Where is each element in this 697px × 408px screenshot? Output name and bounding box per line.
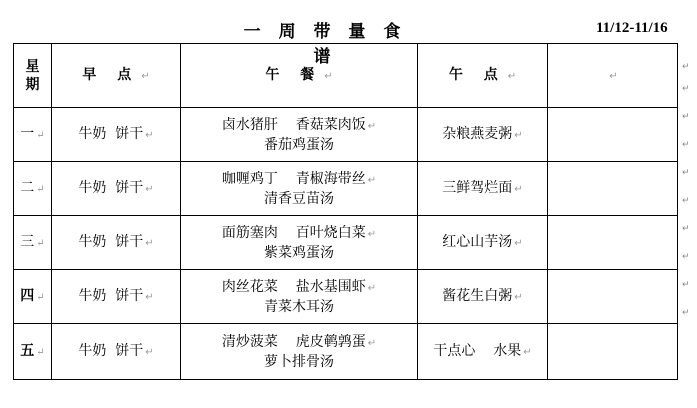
day-cell <box>14 324 52 380</box>
table-row <box>14 108 678 162</box>
breakfast-cell <box>52 162 181 216</box>
paragraph-mark: ↵ <box>367 174 377 186</box>
paragraph-mark: ↵ <box>682 280 690 290</box>
paragraph-mark: ↵ <box>36 237 45 249</box>
paragraph-mark: ↵ <box>682 308 690 318</box>
breakfast-cell <box>52 108 181 162</box>
paragraph-mark: ↵ <box>682 196 690 206</box>
paragraph-mark: ↵ <box>507 70 517 82</box>
extra-cell <box>548 216 678 270</box>
paragraph-mark: ↵ <box>145 237 154 249</box>
breakfast-text: 牛奶 饼干 <box>78 287 144 304</box>
paragraph-mark: ↵ <box>682 112 690 122</box>
table-row <box>14 216 678 270</box>
header-snack <box>418 44 548 108</box>
paragraph-mark: ↵ <box>145 346 154 358</box>
header-day-line2: 期 <box>25 76 40 93</box>
snack-text: 干点心 水果 <box>433 342 522 359</box>
breakfast-cell <box>52 324 181 380</box>
extra-cell <box>548 324 678 380</box>
header-day-line1: 星 <box>25 58 40 75</box>
paragraph-mark: ↵ <box>523 346 532 358</box>
header-lunch <box>181 44 418 108</box>
lunch-line1: 咖喱鸡丁 青椒海带丝 <box>221 170 366 187</box>
paragraph-mark: ↵ <box>682 84 690 94</box>
paragraph-mark: ↵ <box>682 252 690 262</box>
paragraph-mark: ↵ <box>367 120 377 132</box>
day-cell <box>14 162 52 216</box>
weekly-menu-table <box>13 43 678 380</box>
date-range: 11/12-11/16 <box>596 20 668 36</box>
header-extra <box>548 44 678 108</box>
day-label: 三 <box>20 233 35 250</box>
snack-text: 三鲜驾烂面 <box>442 179 513 196</box>
paragraph-mark: ↵ <box>367 228 377 240</box>
lunch-cell <box>181 162 418 216</box>
paragraph-mark: ↵ <box>682 224 690 234</box>
header-breakfast-label: 早 点 <box>82 66 140 83</box>
lunch-cell <box>181 270 418 324</box>
snack-cell <box>418 270 548 324</box>
header-snack-label: 午 点 <box>448 66 506 83</box>
header-row <box>14 44 678 108</box>
paragraph-mark: ↵ <box>36 346 45 358</box>
extra-cell <box>548 162 678 216</box>
breakfast-text: 牛奶 饼干 <box>78 233 144 250</box>
paragraph-mark: ↵ <box>367 282 377 294</box>
day-label: 四 <box>20 287 35 304</box>
paragraph-mark: ↵ <box>514 183 523 195</box>
paragraph-mark: ↵ <box>682 168 690 178</box>
snack-cell <box>418 216 548 270</box>
lunch-line2: 清香豆苗汤 <box>264 190 334 207</box>
lunch-cell <box>181 108 418 162</box>
paragraph-mark: ↵ <box>36 129 45 141</box>
day-label: 二 <box>20 179 35 196</box>
lunch-line2: 紫菜鸡蛋汤 <box>264 244 334 261</box>
paragraph-mark: ↵ <box>609 70 618 82</box>
snack-text: 红心山芋汤 <box>442 233 513 250</box>
breakfast-cell <box>52 216 181 270</box>
lunch-cell <box>181 216 418 270</box>
day-label: 一 <box>20 125 35 142</box>
lunch-line1: 肉丝花菜 盐水基围虾 <box>221 278 366 295</box>
header-breakfast <box>52 44 181 108</box>
table-row <box>14 270 678 324</box>
snack-text: 酱花生白粥 <box>442 287 513 304</box>
paragraph-mark: ↵ <box>682 140 690 150</box>
snack-cell <box>418 324 548 380</box>
breakfast-text: 牛奶 饼干 <box>78 179 144 196</box>
lunch-line1: 卤水猪肝 香菇菜肉饭 <box>221 116 366 133</box>
lunch-line2: 萝卜排骨汤 <box>264 353 334 370</box>
paragraph-mark: ↵ <box>514 291 523 303</box>
paragraph-mark: ↵ <box>145 291 154 303</box>
table-row <box>14 324 678 380</box>
header-lunch-label: 午 餐 <box>265 66 323 83</box>
snack-cell <box>418 162 548 216</box>
snack-text: 杂粮燕麦粥 <box>442 125 513 142</box>
paragraph-mark: ↵ <box>367 337 377 349</box>
day-cell <box>14 270 52 324</box>
paragraph-mark: ↵ <box>36 183 45 195</box>
day-label: 五 <box>20 342 35 359</box>
page-title: 一 周 带 量 食 谱 <box>243 22 407 67</box>
lunch-line1: 面筋塞肉 百叶烧白菜 <box>221 224 366 241</box>
lunch-line2: 番茄鸡蛋汤 <box>264 136 334 153</box>
paragraph-mark: ↵ <box>324 70 333 82</box>
extra-cell <box>548 108 678 162</box>
paragraph-mark: ↵ <box>514 237 523 249</box>
paragraph-mark: ↵ <box>36 291 45 303</box>
breakfast-cell <box>52 270 181 324</box>
end-of-row-marks <box>682 60 694 350</box>
lunch-line2: 青菜木耳汤 <box>264 298 334 315</box>
header-day <box>14 44 52 108</box>
paragraph-mark: ↵ <box>682 62 690 72</box>
paragraph-mark: ↵ <box>141 70 150 82</box>
paragraph-mark: ↵ <box>514 129 523 141</box>
table-row <box>14 162 678 216</box>
day-cell <box>14 216 52 270</box>
lunch-cell <box>181 324 418 380</box>
paragraph-mark: ↵ <box>145 183 154 195</box>
day-cell <box>14 108 52 162</box>
lunch-line1: 清炒菠菜 虎皮鹌鹑蛋 <box>221 333 366 350</box>
extra-cell <box>548 270 678 324</box>
breakfast-text: 牛奶 饼干 <box>78 342 144 359</box>
paragraph-mark: ↵ <box>145 129 154 141</box>
snack-cell <box>418 108 548 162</box>
breakfast-text: 牛奶 饼干 <box>78 125 144 142</box>
